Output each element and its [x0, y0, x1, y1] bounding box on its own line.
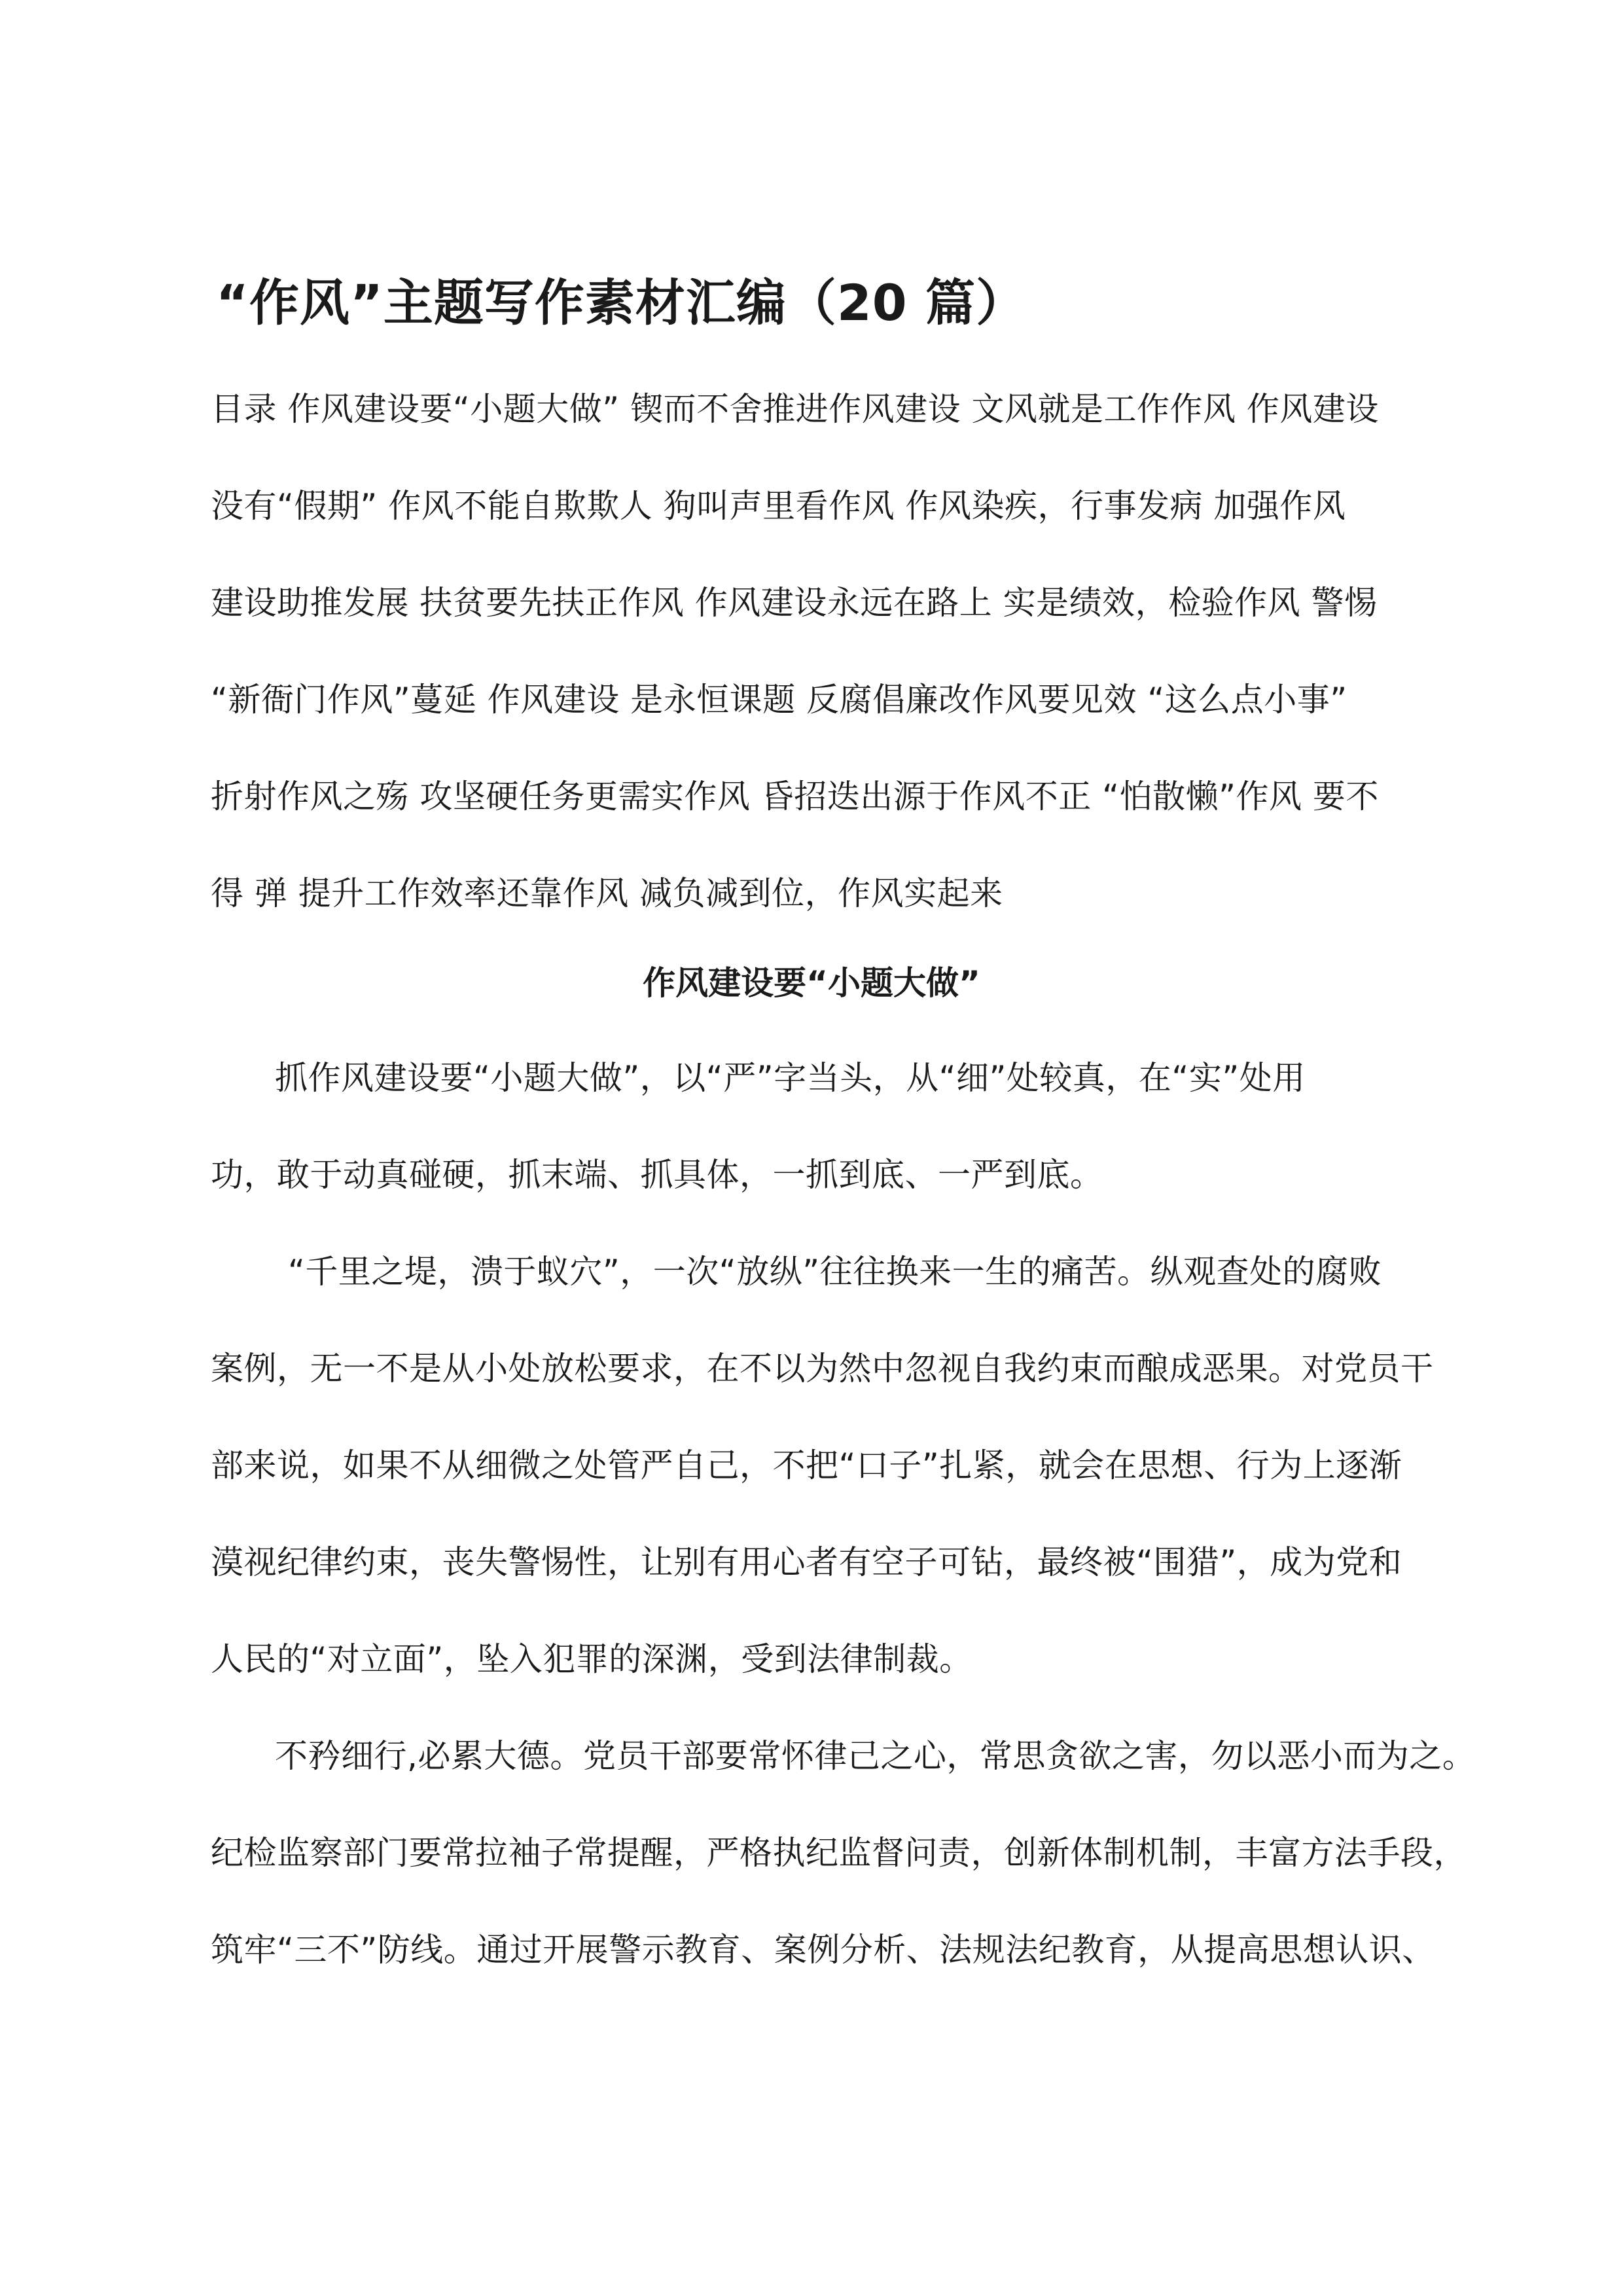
paragraph-line: 不矜细行,必累大德。党员干部要常怀律己之心，常思贪欲之害，勿以恶小而为之。 — [275, 1737, 1476, 1775]
toc-line: 建设助推发展 扶贫要先扶正作风 作风建设永远在路上 实是绩效，检验作风 警惕 — [211, 584, 1378, 622]
paragraph-line: 抓作风建设要“小题大做”，以“严”字当头，从“细”处较真，在“实”处用 — [275, 1059, 1306, 1097]
toc-line: 得 弹 提升工作效率还靠作风 减负减到位，作风实起来 — [211, 874, 1003, 912]
toc-line: 没有“假期” 作风不能自欺欺人 狗叫声里看作风 作风染疾，行事发病 加强作风 — [211, 487, 1346, 525]
toc-line: “新衙门作风”蔓延 作风建设 是永恒课题 反腐倡廉改作风要见效 “这么点小事” — [211, 681, 1347, 719]
document-title: “作风”主题写作素材汇编（20 篇） — [216, 274, 1027, 332]
paragraph-line: 筑牢“三不”防线。通过开展警示教育、案例分析、法规法纪教育，从提高思想认识、 — [211, 1931, 1435, 1969]
paragraph-line: 漠视纪律约束，丧失警惕性，让别有用心者有空子可钻，最终被“围猎”，成为党和 — [211, 1543, 1402, 1581]
section-heading: 作风建设要“小题大做” — [643, 964, 980, 1002]
paragraph-line: 纪检监察部门要常拉袖子常提醒，严格执纪监督问责，创新体制机制，丰富方法手段， — [211, 1834, 1467, 1872]
paragraph-line: “千里之堤，溃于蚁穴”，一次“放纵”往往换来一生的痛苦。纵观查处的腐败 — [288, 1253, 1382, 1291]
paragraph-line: 人民的“对立面”，坠入犯罪的深渊，受到法律制裁。 — [211, 1640, 972, 1678]
toc-line: 折射作风之殇 攻坚硬任务更需实作风 昏招迭出源于作风不正 “怕散懒”作风 要不 — [211, 778, 1379, 816]
toc-line: 目录 作风建设要“小题大做” 锲而不舍推进作风建设 文风就是工作作风 作风建设 — [211, 390, 1379, 428]
paragraph-line: 功，敢于动真碰硬，抓末端、抓具体，一抓到底、一严到底。 — [211, 1156, 1103, 1194]
paragraph-line: 部来说，如果不从细微之处管严自己，不把“口子”扎紧，就会在思想、行为上逐渐 — [211, 1446, 1402, 1484]
paragraph-line: 案例，无一不是从小处放松要求，在不以为然中忽视自我约束而酿成恶果。对党员干 — [211, 1350, 1434, 1388]
